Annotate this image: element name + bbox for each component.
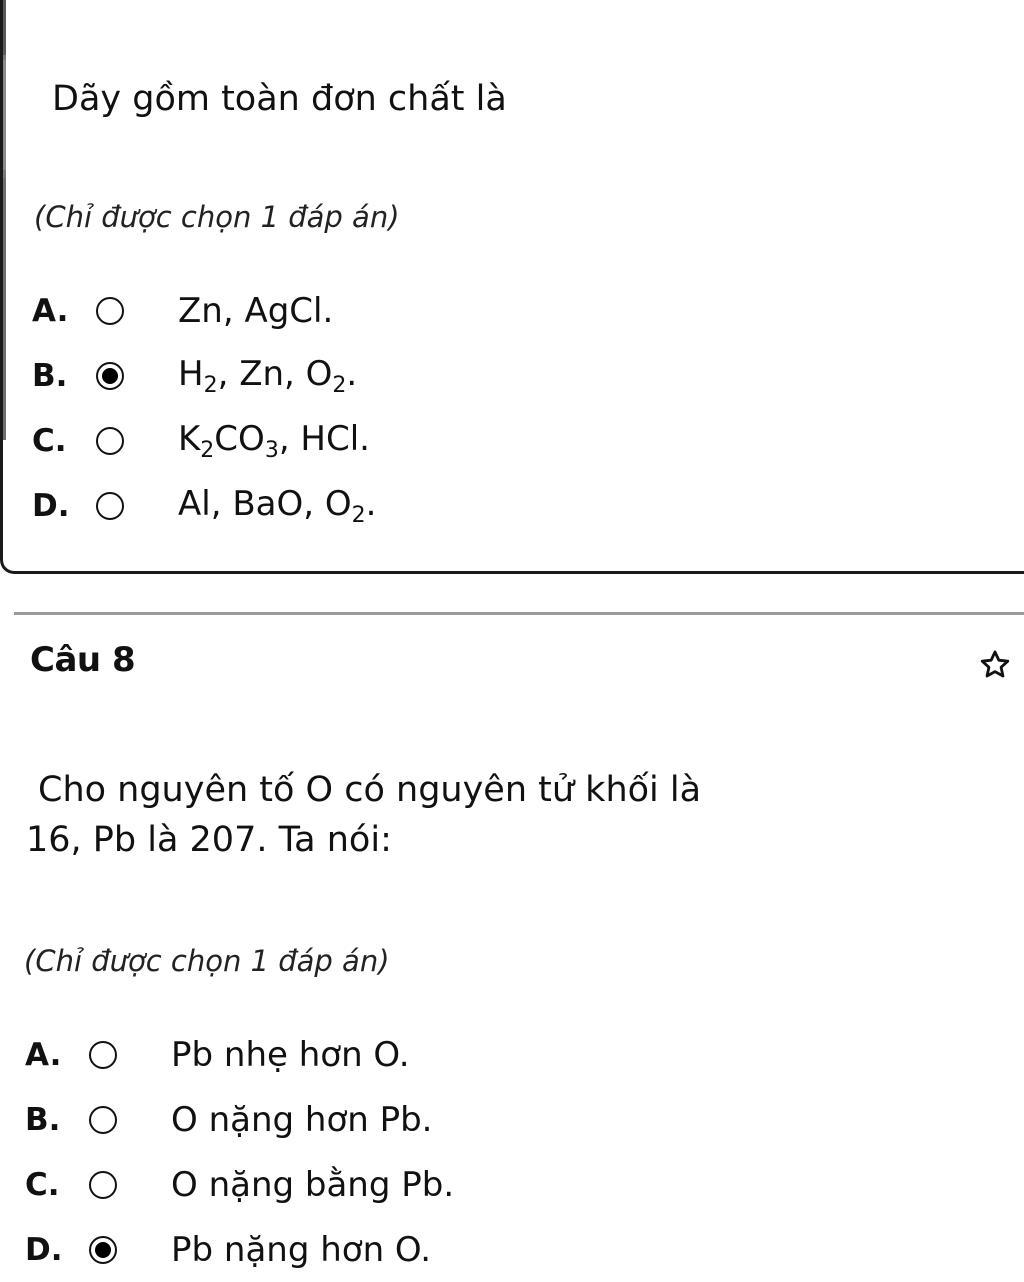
option-letter: D. [32, 487, 70, 524]
subscript: 3 [264, 437, 279, 463]
answer-option-c[interactable] [25, 1152, 454, 1217]
answer-option-c[interactable] [32, 408, 376, 473]
option-text-part: Zn, AgCl. [178, 290, 334, 331]
option-text-part: Pb nhẹ hơn O. [171, 1034, 410, 1075]
radio-ring-icon [96, 492, 124, 520]
question-7-hint: (Chỉ được chọn 1 đáp án) [34, 200, 400, 234]
answer-option-d[interactable] [32, 473, 376, 538]
option-text [171, 1230, 431, 1270]
subscript: 2 [351, 502, 366, 528]
question-8-text [26, 765, 998, 865]
option-letter: A. [25, 1036, 62, 1073]
option-text-part: . [346, 353, 358, 394]
answer-option-b[interactable] [25, 1087, 454, 1152]
option-letter: D. [25, 1231, 63, 1268]
option-letter: B. [32, 357, 68, 394]
answer-option-a[interactable] [32, 278, 376, 343]
question-7-text: Dãy gồm toàn đơn chất là [52, 79, 507, 119]
option-text-part: , Zn, O [217, 353, 333, 394]
subscript: 2 [200, 437, 215, 463]
radio-ring-icon [96, 362, 124, 390]
radio-button[interactable] [87, 1169, 135, 1201]
radio-button[interactable] [87, 1039, 135, 1071]
radio-dot-icon [102, 368, 118, 384]
option-text-part: . [365, 483, 377, 524]
answer-option-d[interactable] [25, 1217, 454, 1282]
bookmark-button[interactable] [975, 645, 1015, 685]
option-letter: A. [32, 292, 69, 329]
option-letter: B. [25, 1101, 61, 1138]
question-divider [14, 612, 1024, 615]
radio-ring-icon [96, 427, 124, 455]
radio-button-checked[interactable] [87, 1234, 135, 1266]
question-8-text-line1: Cho nguyên tố O có nguyên tử khối là [38, 770, 702, 810]
radio-button[interactable] [94, 490, 142, 522]
radio-button-checked[interactable] [94, 360, 142, 392]
radio-ring-icon [89, 1171, 117, 1199]
option-text [178, 419, 370, 463]
radio-dot-icon [95, 1242, 111, 1258]
radio-button[interactable] [94, 295, 142, 327]
option-letter: C. [32, 422, 67, 459]
radio-button[interactable] [87, 1104, 135, 1136]
question-8-options [25, 1022, 454, 1282]
radio-ring-icon [89, 1236, 117, 1264]
option-text [171, 1100, 433, 1140]
option-text-part: O nặng bằng Pb. [171, 1164, 455, 1205]
question-8-title: Câu 8 [30, 640, 136, 680]
star-outline-icon [978, 648, 1012, 682]
option-text-part: O nặng hơn Pb. [171, 1099, 433, 1140]
option-text [171, 1165, 454, 1205]
radio-ring-icon [89, 1041, 117, 1069]
subscript: 2 [332, 372, 347, 398]
radio-ring-icon [96, 297, 124, 325]
question-8-hint: (Chỉ được chọn 1 đáp án) [24, 944, 390, 978]
option-text-part: CO [214, 418, 265, 459]
option-letter: C. [25, 1166, 60, 1203]
option-text-part: Pb nặng hơn O. [171, 1229, 432, 1270]
option-text [171, 1035, 410, 1075]
option-text-part: Al, BaO, O [178, 483, 352, 524]
option-text-part: , HCl. [278, 418, 370, 459]
option-text [178, 484, 376, 528]
answer-option-b[interactable] [32, 343, 376, 408]
option-text [178, 354, 357, 398]
option-text [178, 291, 333, 331]
option-text-part: K [178, 418, 201, 459]
radio-ring-icon [89, 1106, 117, 1134]
question-8-text-line2: 16, Pb là 207. Ta nói: [26, 820, 392, 860]
subscript: 2 [203, 372, 218, 398]
radio-button[interactable] [94, 425, 142, 457]
option-text-part: H [178, 353, 204, 394]
answer-option-a[interactable] [25, 1022, 454, 1087]
question-7-options [32, 278, 376, 538]
